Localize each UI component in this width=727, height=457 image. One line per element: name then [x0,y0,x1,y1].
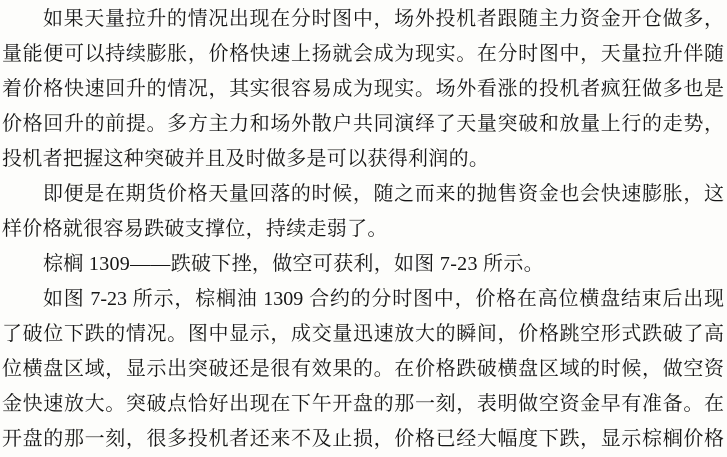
text-line: 金快速放大。突破点恰好出现在下午开盘的那一刻，表明做空资金早有准备。在 [2,393,724,415]
paragraph-2 [2,177,724,247]
text-line: 棕榈 1309——跌破下挫，做空可获利，如图 7-23 所示。 [43,253,544,275]
paragraph-3-heading [2,247,724,282]
text-line: 如图 7-23 所示，棕榈油 1309 合约的分时图中，价格在高位横盘结束后出现 [43,288,724,310]
text-line: 着价格快速回升的情况，其实很容易成为现实。场外看涨的投机者疯狂做多也是 [2,78,724,100]
text-line: 了破位下跌的情况。图中显示，成交量迅速放大的瞬间，价格跳空形式跌破了高 [2,323,724,345]
text-line: 量能便可以持续膨胀，价格快速上扬就会成为现实。在分时图中，天量拉升伴随 [2,43,724,65]
paragraph-4 [2,282,724,457]
paragraph-1 [2,2,724,177]
text-line: 位横盘区域，显示出突破还是很有效果的。在价格跌破横盘区域的时候，做空资 [2,358,724,380]
text-line: 如果天量拉升的情况出现在分时图中，场外投机者跟随主力资金开仓做多， [43,8,724,30]
text-line: 投机者把握这种突破并且及时做多是可以获得利润的。 [2,148,490,170]
text-line: 价格回升的前提。多方主力和场外散户共同演绎了天量突破和放量上行的走势， [2,113,724,135]
text-line: 样价格就很容易跌破支撑位，持续走弱了。 [2,218,388,240]
text-line: 开盘的那一刻，很多投机者还来不及止损，价格已经大幅度下跌，显示棕榈价格 [2,428,724,450]
text-line: 即便是在期货价格天量回落的时候，随之而来的抛售资金也会快速膨胀，这 [43,183,724,205]
